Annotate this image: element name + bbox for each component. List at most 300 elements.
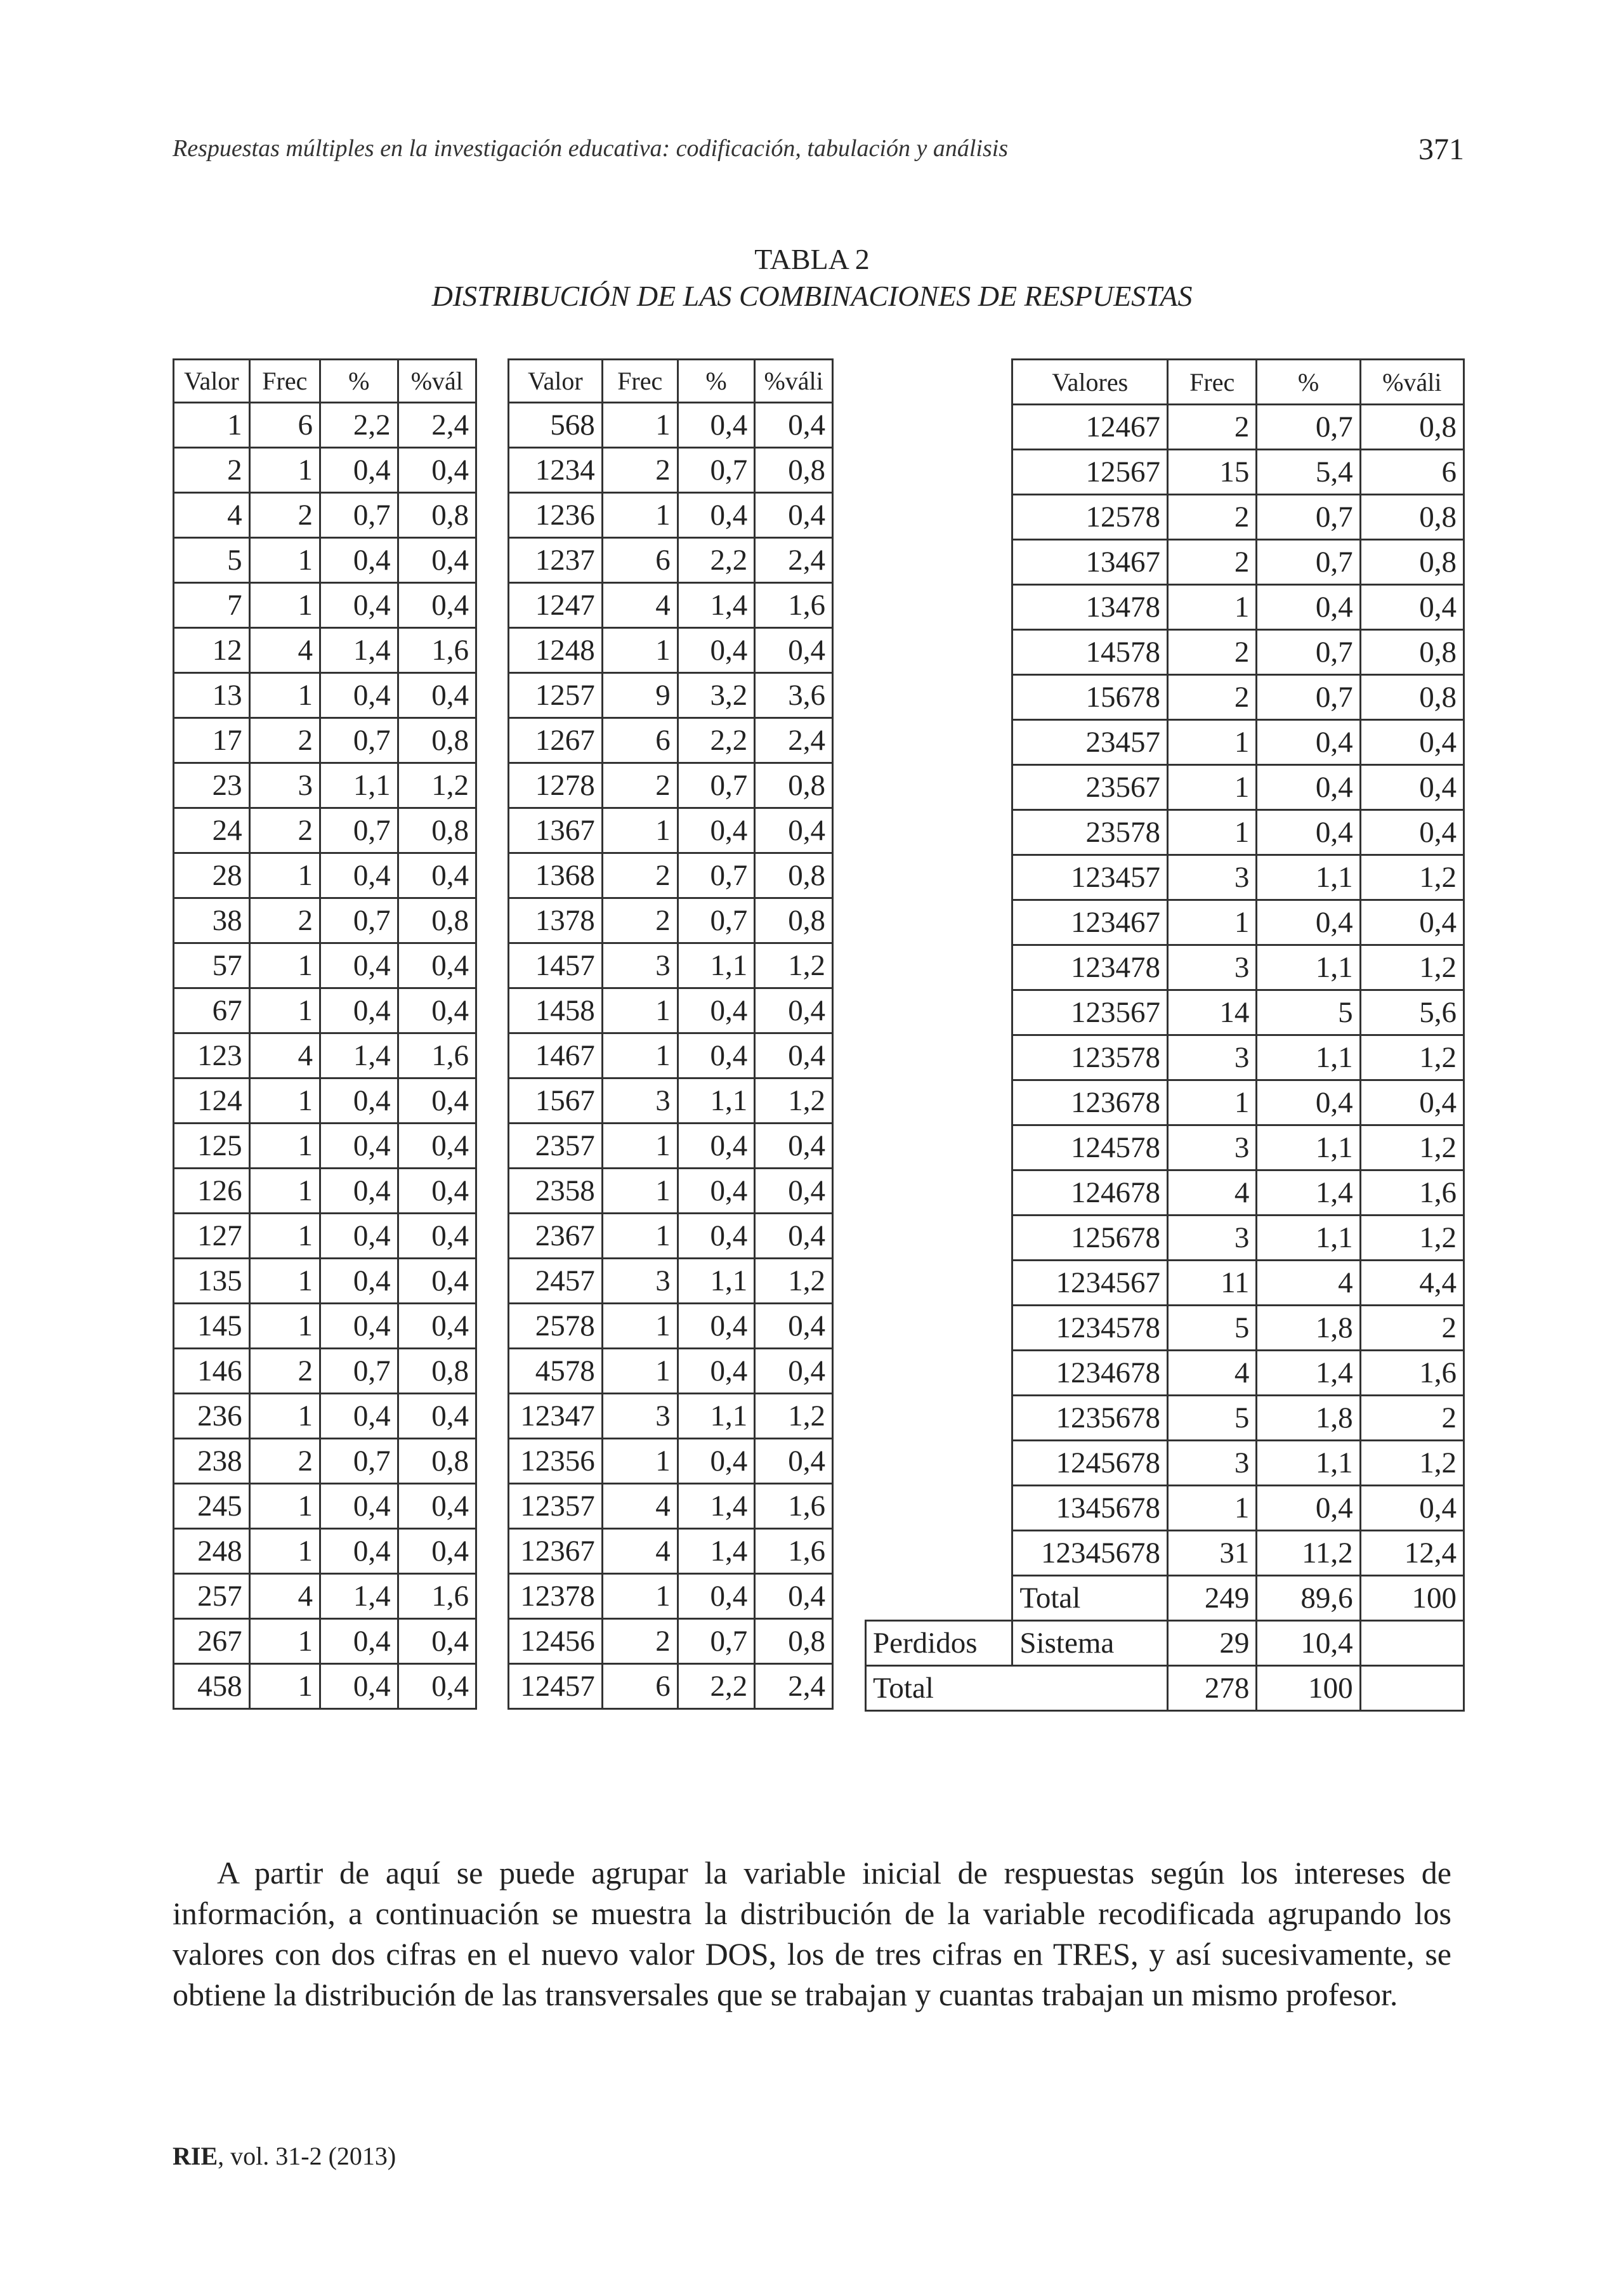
- table-row: [866, 540, 1464, 585]
- table-cell: 1,1: [320, 763, 398, 808]
- table-cell: 1567: [509, 1078, 603, 1124]
- table-cell: 267: [174, 1619, 250, 1664]
- table-row: [866, 765, 1464, 810]
- table-cell: 2357: [509, 1124, 603, 1169]
- table-cell: 0,4: [320, 943, 398, 988]
- table-cell: 0,4: [320, 583, 398, 628]
- table-cell: 0,4: [398, 1259, 476, 1304]
- blank-cell: [866, 1125, 1012, 1170]
- table-cell: 1345678: [1012, 1486, 1168, 1531]
- table-cell: 0,4: [755, 988, 833, 1033]
- table-cell: 4: [174, 493, 250, 538]
- table-row: [866, 1261, 1464, 1306]
- table-row: [866, 855, 1464, 900]
- column-header: Valores: [1012, 360, 1168, 405]
- table-cell: 1: [602, 1169, 678, 1214]
- table-row: [866, 810, 1464, 855]
- table-row: [174, 403, 476, 448]
- table-cell: 0,8: [755, 448, 833, 493]
- table-cell: 2367: [509, 1214, 603, 1259]
- table-row: [866, 1035, 1464, 1080]
- table-row: [174, 628, 476, 673]
- table-cell: 2: [1167, 540, 1256, 585]
- table-cell: 0,4: [320, 1259, 398, 1304]
- table-cell: 3: [602, 1259, 678, 1304]
- table-cell: 127: [174, 1214, 250, 1259]
- table-row: [509, 538, 833, 583]
- blank-cell: [866, 1216, 1012, 1261]
- table-row: [866, 1216, 1464, 1261]
- table-cell: 236: [174, 1394, 250, 1439]
- table-row: [174, 1124, 476, 1169]
- table-cell: 135: [174, 1259, 250, 1304]
- table-cell: 1: [602, 1349, 678, 1394]
- table-row: [509, 628, 833, 673]
- table-cell: 1: [249, 853, 320, 898]
- table-cell: 0,8: [398, 1439, 476, 1484]
- table-cell: 12347: [509, 1394, 603, 1439]
- table-cell: 1: [602, 493, 678, 538]
- table-cell: 1: [249, 1394, 320, 1439]
- table-cell: 2: [602, 898, 678, 943]
- table-cell: 0,4: [678, 808, 754, 853]
- column-header: %: [1257, 360, 1360, 405]
- table-cell: 0,7: [320, 1349, 398, 1394]
- table-cell: 0,4: [398, 988, 476, 1033]
- table-cell: 145: [174, 1304, 250, 1349]
- column-header: %váli: [755, 360, 833, 403]
- table-cell: 0,4: [678, 1574, 754, 1619]
- table-row: [509, 853, 833, 898]
- table-cell: 1458: [509, 988, 603, 1033]
- blank-cell: [866, 1170, 1012, 1216]
- table-cell: 1,8: [1257, 1396, 1360, 1441]
- table-cell: 28: [174, 853, 250, 898]
- table-cell: 0,7: [320, 718, 398, 763]
- table-cell: 1: [249, 1078, 320, 1124]
- missing-row: [866, 1621, 1464, 1666]
- table-cell: 0,4: [398, 1214, 476, 1259]
- total-valid-pct-valid: 100: [1360, 1576, 1464, 1621]
- table-header-row: [866, 360, 1464, 405]
- total-valid-row: [866, 1576, 1464, 1621]
- table-cell: 12,4: [1360, 1531, 1464, 1576]
- table-cell: 1235678: [1012, 1396, 1168, 1441]
- table-row: [509, 1214, 833, 1259]
- table-cell: 1,2: [755, 1078, 833, 1124]
- table-cell: 0,7: [1257, 405, 1360, 450]
- table-cell: 0,4: [398, 1484, 476, 1529]
- table-cell: 2: [602, 1619, 678, 1664]
- table-cell: 31: [1167, 1531, 1256, 1576]
- table-cell: 0,4: [678, 1124, 754, 1169]
- blank-cell: [866, 810, 1012, 855]
- table-row: [509, 1304, 833, 1349]
- table-cell: 5: [174, 538, 250, 583]
- missing-pct: 10,4: [1257, 1621, 1360, 1666]
- table-cell: 12578: [1012, 495, 1168, 540]
- table-cell: 0,4: [755, 1349, 833, 1394]
- table-cell: 2: [1360, 1396, 1464, 1441]
- table-cell: 12367: [509, 1529, 603, 1574]
- table-cell: 0,4: [678, 493, 754, 538]
- table-cell: 2: [1167, 675, 1256, 720]
- table-cell: 12: [174, 628, 250, 673]
- table-cell: 12567: [1012, 450, 1168, 495]
- table-cell: 0,8: [398, 808, 476, 853]
- missing-group-label: Perdidos: [866, 1621, 1012, 1666]
- table-cell: 2,4: [755, 718, 833, 763]
- table-cell: 0,4: [1360, 900, 1464, 945]
- blank-cell: [866, 450, 1012, 495]
- table-cell: 4: [602, 1529, 678, 1574]
- table-cell: 1248: [509, 628, 603, 673]
- table-cell: 1,1: [1257, 1035, 1360, 1080]
- table-cell: 0,4: [320, 1619, 398, 1664]
- table-cell: 1236: [509, 493, 603, 538]
- table-cell: 0,4: [320, 1394, 398, 1439]
- table-row: [509, 1394, 833, 1439]
- table-cell: 0,4: [1360, 810, 1464, 855]
- table-row: [866, 675, 1464, 720]
- table-cell: 1,2: [398, 763, 476, 808]
- table-cell: 1,1: [678, 1078, 754, 1124]
- table-row: [866, 990, 1464, 1035]
- table-cell: 1,6: [398, 1033, 476, 1078]
- table-cell: 0,4: [398, 1124, 476, 1169]
- table-cell: 1278: [509, 763, 603, 808]
- table-cell: 0,4: [1360, 585, 1464, 630]
- table-row: [509, 1169, 833, 1214]
- table-row: [866, 1306, 1464, 1351]
- table-cell: 123678: [1012, 1080, 1168, 1125]
- table-cell: 0,4: [678, 1169, 754, 1214]
- table-header-row: [509, 360, 833, 403]
- blank-cell: [866, 900, 1012, 945]
- table-cell: 0,4: [320, 853, 398, 898]
- table-cell: 0,8: [1360, 675, 1464, 720]
- table-cell: 0,4: [755, 1214, 833, 1259]
- table-cell: 23578: [1012, 810, 1168, 855]
- table-cell: 0,4: [755, 403, 833, 448]
- table-cell: 1,6: [1360, 1351, 1464, 1396]
- table-cell: 0,8: [1360, 405, 1464, 450]
- table-cell: 0,7: [320, 808, 398, 853]
- column-header: %váli: [1360, 360, 1464, 405]
- table-cell: 1: [1167, 765, 1256, 810]
- table-row: [509, 808, 833, 853]
- table-row: [174, 1259, 476, 1304]
- table-cell: 5: [1167, 1396, 1256, 1441]
- table-cell: 248: [174, 1529, 250, 1574]
- table-cell: 0,4: [398, 1664, 476, 1709]
- table-cell: 2457: [509, 1259, 603, 1304]
- table-cell: 3: [249, 763, 320, 808]
- table-row: [509, 1574, 833, 1619]
- table-cell: 0,4: [320, 1529, 398, 1574]
- table-cell: 1257: [509, 673, 603, 718]
- table-cell: 1: [1167, 900, 1256, 945]
- table-cell: 0,8: [1360, 630, 1464, 675]
- table-cell: 1,6: [398, 628, 476, 673]
- table-cell: 1237: [509, 538, 603, 583]
- table-row: [866, 1486, 1464, 1531]
- table-cell: 0,4: [1360, 720, 1464, 765]
- table-cell: 245: [174, 1484, 250, 1529]
- table-cell: 1,1: [678, 943, 754, 988]
- running-title: Respuestas múltiples en la investigación educativa: codificación, tabulación y análisis: [173, 135, 1009, 162]
- table-cell: 0,4: [755, 1304, 833, 1349]
- blank-cell: [866, 1035, 1012, 1080]
- table-cell: 15678: [1012, 675, 1168, 720]
- table-row: [509, 943, 833, 988]
- table-cell: 1: [249, 538, 320, 583]
- blank-cell: [866, 1080, 1012, 1125]
- table-cell: 0,4: [398, 583, 476, 628]
- grand-total-pct-valid: [1360, 1666, 1464, 1711]
- table-cell: 0,4: [1257, 900, 1360, 945]
- table-cell: 1,1: [678, 1259, 754, 1304]
- table-cell: 1: [602, 1574, 678, 1619]
- table-cell: 2,2: [320, 403, 398, 448]
- table-cell: 2: [1167, 495, 1256, 540]
- table-cell: 67: [174, 988, 250, 1033]
- table-cell: 1: [249, 1169, 320, 1214]
- table-row: [509, 1124, 833, 1169]
- table-cell: 1,2: [1360, 1441, 1464, 1486]
- table-cell: 1: [249, 583, 320, 628]
- table-cell: 1234678: [1012, 1351, 1168, 1396]
- table-row: [174, 763, 476, 808]
- table-cell: 0,8: [755, 898, 833, 943]
- table-row: [509, 1033, 833, 1078]
- grand-total-pct: 100: [1257, 1666, 1360, 1711]
- table-row: [866, 720, 1464, 765]
- table-cell: 1: [174, 403, 250, 448]
- table-row: [866, 450, 1464, 495]
- table-cell: 1: [249, 1124, 320, 1169]
- table-cell: 1: [249, 988, 320, 1033]
- table-cell: 12467: [1012, 405, 1168, 450]
- table-cell: 14578: [1012, 630, 1168, 675]
- table-row: [866, 1441, 1464, 1486]
- table-cell: 2: [249, 1349, 320, 1394]
- table-cell: 0,4: [320, 1169, 398, 1214]
- table-cell: 1,2: [1360, 1125, 1464, 1170]
- table-row: [174, 1169, 476, 1214]
- table-cell: 1234578: [1012, 1306, 1168, 1351]
- table-cell: 2,2: [678, 718, 754, 763]
- table-cell: 0,4: [1257, 1486, 1360, 1531]
- table-cell: 0,4: [398, 1619, 476, 1664]
- blank-cell: [866, 495, 1012, 540]
- table-cell: 1: [602, 1304, 678, 1349]
- column-header: Valor: [174, 360, 250, 403]
- table-row: [174, 943, 476, 988]
- blank-cell: [866, 720, 1012, 765]
- table-cell: 57: [174, 943, 250, 988]
- table-cell: 4: [602, 583, 678, 628]
- page-number: 371: [1418, 133, 1464, 166]
- table-cell: 3: [602, 1394, 678, 1439]
- column-header: Frec: [249, 360, 320, 403]
- table-cell: 0,4: [678, 1439, 754, 1484]
- table-cell: 12356: [509, 1439, 603, 1484]
- table-row: [509, 1484, 833, 1529]
- table-cell: 0,4: [398, 1394, 476, 1439]
- table-cell: 0,4: [320, 1304, 398, 1349]
- table-cell: 0,7: [1257, 630, 1360, 675]
- table-cell: 0,4: [1360, 1486, 1464, 1531]
- table-cell: 5: [1257, 990, 1360, 1035]
- table-row: [866, 1170, 1464, 1216]
- table-row: [866, 1396, 1464, 1441]
- table-row: [174, 1664, 476, 1709]
- table-cell: 4: [1167, 1351, 1256, 1396]
- table-cell: 2: [602, 448, 678, 493]
- blank-cell: [866, 675, 1012, 720]
- table-row: [174, 1484, 476, 1529]
- table-cell: 1: [602, 1439, 678, 1484]
- table-cell: 124678: [1012, 1170, 1168, 1216]
- table-cell: 0,4: [398, 1304, 476, 1349]
- table-row: [509, 1619, 833, 1664]
- table-header-row: [174, 360, 476, 403]
- table-cell: 0,4: [678, 1304, 754, 1349]
- table-cell: 1: [249, 673, 320, 718]
- table-cell: 0,8: [755, 853, 833, 898]
- table-cell: 0,4: [398, 448, 476, 493]
- table-cell: 3: [1167, 1125, 1256, 1170]
- table-title: [0, 241, 1624, 315]
- table-cell: 1267: [509, 718, 603, 763]
- table-cell: 2: [602, 853, 678, 898]
- table-row: [509, 1529, 833, 1574]
- table-row: [866, 945, 1464, 990]
- table-cell: 2,4: [398, 403, 476, 448]
- table-cell: 0,4: [398, 1169, 476, 1214]
- frequency-table-2: [508, 358, 834, 1710]
- table-cell: 1,2: [1360, 1035, 1464, 1080]
- table-cell: 0,4: [320, 673, 398, 718]
- table-row: [509, 1078, 833, 1124]
- table-cell: 4: [602, 1484, 678, 1529]
- missing-label: Sistema: [1012, 1621, 1168, 1666]
- table-cell: 0,7: [678, 763, 754, 808]
- table-cell: 0,4: [320, 1078, 398, 1124]
- table-row: [174, 673, 476, 718]
- table-cell: 0,8: [398, 1349, 476, 1394]
- table-cell: 6: [602, 1664, 678, 1709]
- table-cell: 0,4: [320, 1664, 398, 1709]
- table-cell: 1: [249, 1259, 320, 1304]
- table-cell: 11,2: [1257, 1531, 1360, 1576]
- table-cell: 124: [174, 1078, 250, 1124]
- table-cell: 1467: [509, 1033, 603, 1078]
- table-cell: 1,4: [320, 628, 398, 673]
- table-cell: 0,4: [1257, 1080, 1360, 1125]
- table-cell: 1: [249, 1484, 320, 1529]
- table-row: [509, 583, 833, 628]
- table-row: [174, 538, 476, 583]
- table-row: [866, 495, 1464, 540]
- table-cell: 1: [1167, 1080, 1256, 1125]
- table-cell: 1: [249, 1664, 320, 1709]
- table-cell: 0,4: [1360, 1080, 1464, 1125]
- table-row: [509, 718, 833, 763]
- table-cell: 1,6: [398, 1574, 476, 1619]
- table-cell: 6: [602, 538, 678, 583]
- body-text: [173, 1852, 1451, 2015]
- table-cell: 0,4: [398, 673, 476, 718]
- table-cell: 1,4: [678, 1529, 754, 1574]
- table-cell: 15: [1167, 450, 1256, 495]
- table-cell: 2: [1167, 630, 1256, 675]
- table-cell: 125678: [1012, 1216, 1168, 1261]
- table-cell: 24: [174, 808, 250, 853]
- table-row: [174, 1214, 476, 1259]
- table-cell: 0,7: [320, 493, 398, 538]
- table-cell: 3: [602, 943, 678, 988]
- table-row: [509, 493, 833, 538]
- table-cell: 0,4: [1257, 810, 1360, 855]
- table-cell: 17: [174, 718, 250, 763]
- table-row: [174, 988, 476, 1033]
- table-cell: 0,7: [678, 853, 754, 898]
- table-cell: 1: [1167, 585, 1256, 630]
- blank-cell: [866, 360, 1012, 405]
- table-row: [866, 405, 1464, 450]
- table-cell: 3,2: [678, 673, 754, 718]
- table-cell: 1,4: [320, 1033, 398, 1078]
- table-cell: 0,4: [320, 1484, 398, 1529]
- table-cell: 0,4: [320, 538, 398, 583]
- table-cell: 4578: [509, 1349, 603, 1394]
- blank-cell: [866, 405, 1012, 450]
- table-cell: 1: [602, 808, 678, 853]
- table-cell: 123: [174, 1033, 250, 1078]
- table-cell: 2: [249, 808, 320, 853]
- table-cell: 1,4: [320, 1574, 398, 1619]
- table-cell: 0,4: [320, 988, 398, 1033]
- table-cell: 6: [602, 718, 678, 763]
- table-cell: 1: [602, 1124, 678, 1169]
- table-cell: 4: [249, 1574, 320, 1619]
- blank-cell: [866, 630, 1012, 675]
- total-valid-frec: 249: [1167, 1576, 1256, 1621]
- table-cell: 1,1: [1257, 1216, 1360, 1261]
- blank-cell: [866, 765, 1012, 810]
- table-row: [866, 630, 1464, 675]
- table-cell: 0,7: [1257, 675, 1360, 720]
- table-row: [174, 1619, 476, 1664]
- table-cell: 2,2: [678, 1664, 754, 1709]
- table-cell: 1367: [509, 808, 603, 853]
- table-cell: 126: [174, 1169, 250, 1214]
- table-cell: 12345678: [1012, 1531, 1168, 1576]
- table-cell: 0,4: [398, 1529, 476, 1574]
- table-cell: 1: [249, 1214, 320, 1259]
- table-cell: 2: [174, 448, 250, 493]
- table-cell: 1: [602, 1033, 678, 1078]
- table-cell: 12357: [509, 1484, 603, 1529]
- table-cell: 0,4: [755, 493, 833, 538]
- table-cell: 1: [1167, 720, 1256, 765]
- table-row: [174, 808, 476, 853]
- table-cell: 0,7: [1257, 495, 1360, 540]
- table-cell: 0,4: [398, 853, 476, 898]
- table-row: [509, 673, 833, 718]
